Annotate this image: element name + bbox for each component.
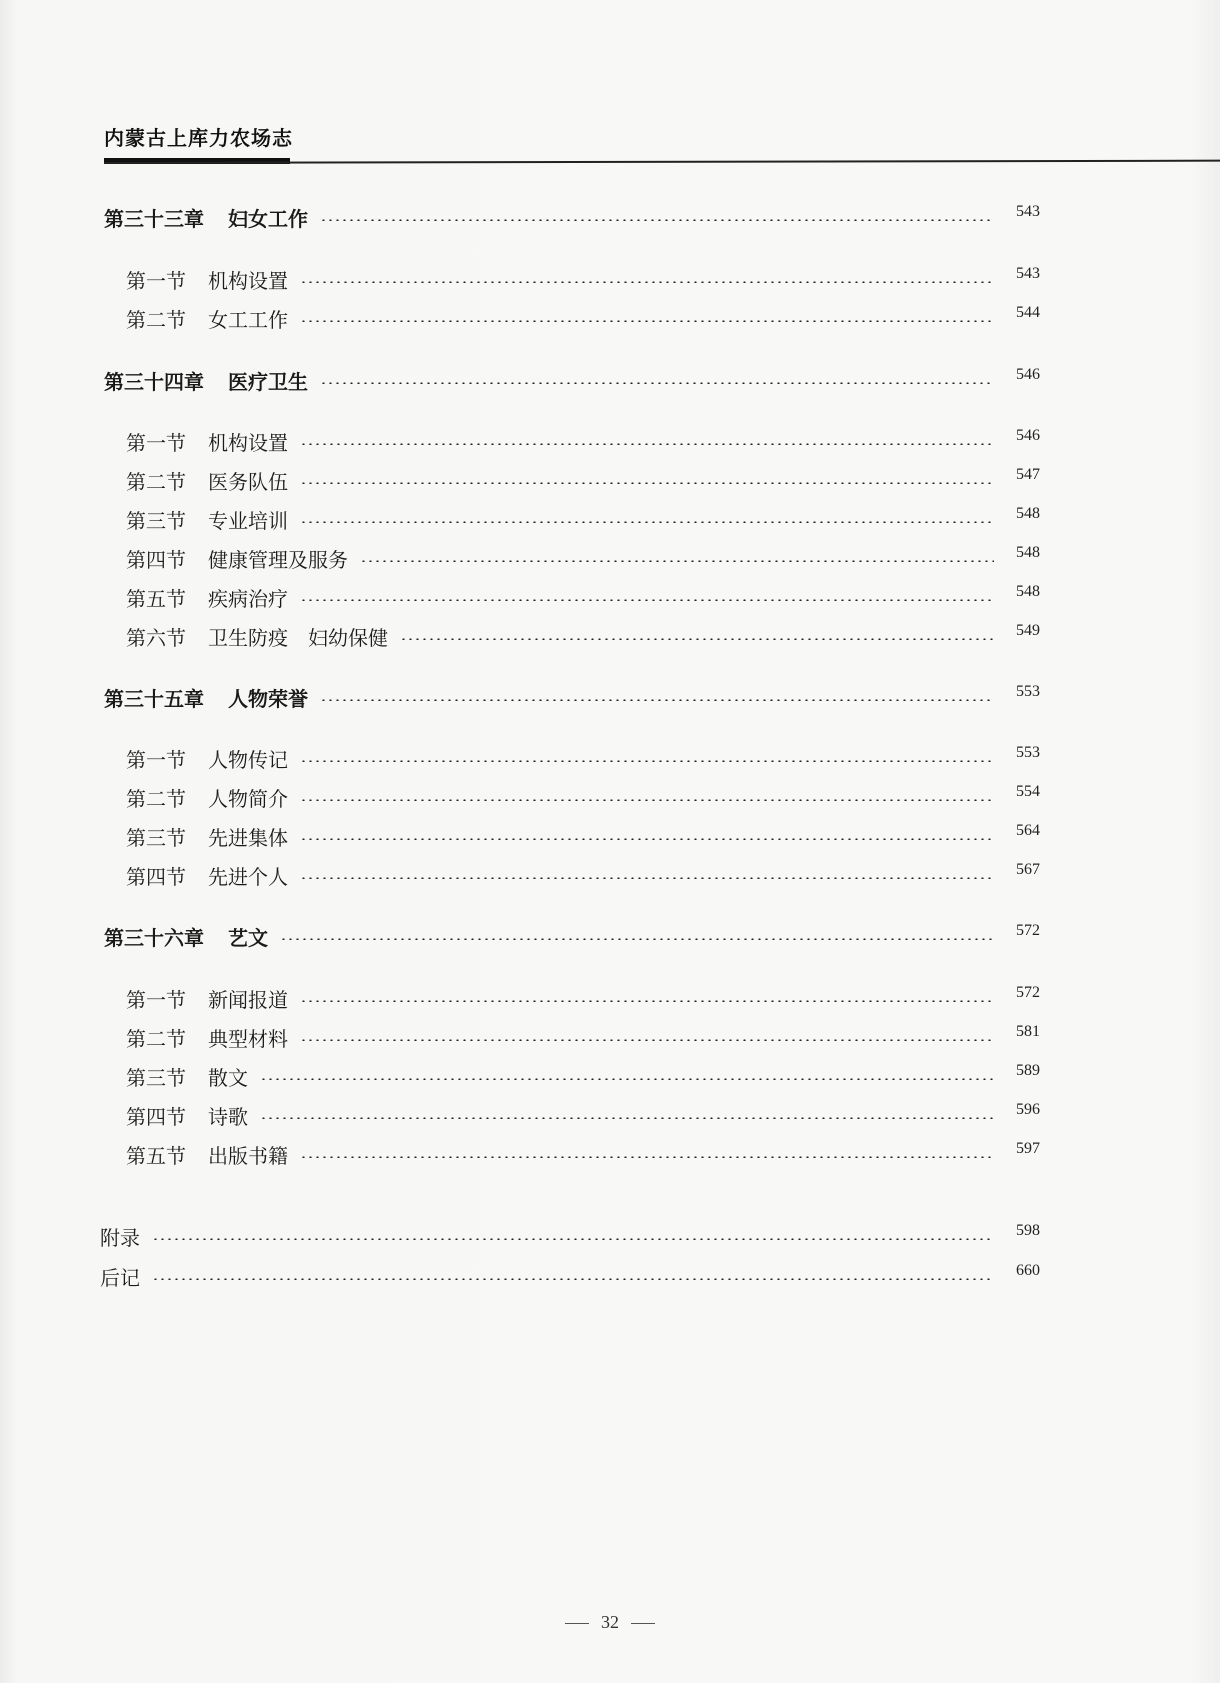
toc-entry-label [104,366,308,395]
dot-leader [152,1238,994,1240]
toc-entry-label [126,265,288,294]
toc-entry-number: 第一节 [126,747,186,772]
toc-entry-number: 第四节 [126,1104,186,1129]
dot-leader [360,560,994,562]
toc-entry-label [126,505,288,534]
toc-page-number: 549 [1016,622,1040,639]
toc-entry-number: 第三节 [126,508,186,533]
toc-section-entry[interactable] [126,1101,1040,1129]
toc-entry-label [126,1023,288,1052]
dot-leader [300,877,994,879]
toc-entry-number: 第三节 [126,1065,186,1090]
toc-entry-label [126,622,388,651]
toc-entry-label [126,544,348,573]
toc-entry-number: 第三十三章 [104,206,204,231]
dot-leader [300,838,994,840]
dot-leader [320,219,994,221]
toc-page-number: 660 [1016,1262,1040,1279]
toc-entry-number: 第六节 [126,625,186,650]
dot-leader [300,1156,994,1158]
toc-appendix-entry[interactable] [100,1262,1040,1290]
toc-page-number: 546 [1016,427,1040,444]
toc-page-number: 546 [1016,366,1040,383]
dot-leader [152,1278,994,1280]
footer-dash-right [631,1623,655,1624]
toc-entry-label [104,683,308,712]
dot-leader [320,699,994,701]
dot-leader [260,1117,994,1119]
toc-entry-number: 第三十四章 [104,369,204,394]
toc-entry-title: 人物传记 [208,747,288,772]
toc-entry-label [100,1262,140,1291]
toc-entry-label [126,1140,288,1169]
toc-chapter-entry[interactable] [104,203,1040,231]
page-number: 32 [601,1612,619,1632]
toc-entry-title: 先进集体 [208,825,288,850]
toc-entry-title: 散文 [208,1065,248,1090]
toc-entry-title: 诗歌 [208,1104,248,1129]
toc-entry-number: 第一节 [126,987,186,1012]
dot-leader [300,443,994,445]
toc-entry-title: 人物简介 [208,786,288,811]
toc-entry-title: 女工工作 [208,307,288,332]
toc-entry-label [126,984,288,1013]
toc-page-number: 564 [1016,822,1040,839]
toc-section-entry[interactable] [126,1062,1040,1090]
dot-leader [300,1039,994,1041]
toc-entry-number: 第五节 [126,1143,186,1168]
toc-entry-label [126,744,288,773]
toc-section-entry[interactable] [126,1023,1040,1051]
page-footer [0,1612,1220,1633]
toc-entry-label [126,466,288,495]
toc-page-number: 597 [1016,1140,1040,1157]
toc-entry-label [126,822,288,851]
toc-section-entry[interactable] [126,822,1040,850]
toc-section-entry[interactable] [126,583,1040,611]
toc-entry-number: 第四节 [126,864,186,889]
toc-page-number: 547 [1016,466,1040,483]
toc-chapter-entry[interactable] [104,683,1040,711]
toc-section-entry[interactable] [126,1140,1040,1168]
toc-entry-number: 第三十六章 [104,925,204,950]
dot-leader [280,938,994,940]
toc-entry-subtitle: 妇幼保健 [308,625,388,650]
toc-entry-title: 医务队伍 [208,469,288,494]
toc-entry-label [104,203,308,232]
toc-chapter-entry[interactable] [104,922,1040,950]
toc-entry-title: 艺文 [228,925,268,950]
toc-section-entry[interactable] [126,505,1040,533]
toc-page-number: 543 [1016,203,1040,220]
dot-leader [300,760,994,762]
toc-entry-title: 妇女工作 [228,206,308,231]
toc-entry-label [100,1222,140,1251]
toc-section-entry[interactable] [126,783,1040,811]
toc-section-entry[interactable] [126,466,1040,494]
dot-leader [300,599,994,601]
toc-page-number: 596 [1016,1101,1040,1118]
toc-page-number: 548 [1016,505,1040,522]
toc-entry-title: 卫生防疫 [208,625,288,650]
toc-section-entry[interactable] [126,427,1040,455]
dot-leader [400,638,994,640]
toc-section-entry[interactable] [126,265,1040,293]
toc-section-entry[interactable] [126,744,1040,772]
toc-page-number: 554 [1016,783,1040,800]
toc-page-number: 553 [1016,744,1040,761]
toc-entry-label [126,304,288,333]
toc-entry-title: 专业培训 [208,508,288,533]
toc-entry-title: 出版书籍 [208,1143,288,1168]
toc-page-number: 567 [1016,861,1040,878]
toc-section-entry[interactable] [126,544,1040,572]
toc-chapter-entry[interactable] [104,366,1040,394]
dot-leader [300,1000,994,1002]
toc-entry-title: 机构设置 [208,268,288,293]
running-header-title: 内蒙古上库力农场志 [104,126,293,150]
toc-entry-number: 第二节 [126,307,186,332]
toc-entry-number: 第五节 [126,586,186,611]
toc-page-number: 572 [1016,984,1040,1001]
toc-section-entry[interactable] [126,984,1040,1012]
dot-leader [300,521,994,523]
toc-entry-label [126,583,288,612]
toc-page-number: 572 [1016,922,1040,939]
toc-entry-title: 机构设置 [208,430,288,455]
toc-page-number: 548 [1016,544,1040,561]
toc-entry-number: 第三十五章 [104,686,204,711]
toc-page-number: 589 [1016,1062,1040,1079]
toc-entry-title: 先进个人 [208,864,288,889]
toc-section-entry[interactable] [126,304,1040,332]
toc-entry-label [126,783,288,812]
toc-entry-label [126,427,288,456]
footer-dash-left [565,1623,589,1624]
toc-entry-number: 第二节 [126,469,186,494]
dot-leader [300,482,994,484]
toc-entry-title: 人物荣誉 [228,686,308,711]
toc-entry-number: 第二节 [126,786,186,811]
toc-page-number: 553 [1016,683,1040,700]
toc-entry-title: 健康管理及服务 [208,547,348,572]
toc-entry-title: 典型材料 [208,1026,288,1051]
toc-entry-title: 疾病治疗 [208,586,288,611]
toc-page-number: 544 [1016,304,1040,321]
toc-entry-number: 第二节 [126,1026,186,1051]
toc-entry-title: 后记 [100,1265,140,1290]
dot-leader [300,799,994,801]
toc-page-number: 581 [1016,1023,1040,1040]
toc-section-entry[interactable] [126,622,1040,650]
toc-entry-label [126,1062,248,1091]
dot-leader [260,1078,994,1080]
toc-page-number: 543 [1016,265,1040,282]
toc-entry-label [126,1101,248,1130]
toc-entry-title: 医疗卫生 [228,369,308,394]
toc-page-number: 548 [1016,583,1040,600]
dot-leader [300,281,994,283]
toc-entry-number: 第三节 [126,825,186,850]
toc-section-entry[interactable] [126,861,1040,889]
dot-leader [320,382,994,384]
toc-entry-number: 第一节 [126,430,186,455]
dot-leader [300,320,994,322]
toc-entry-label [126,861,288,890]
toc-entry-number: 第一节 [126,268,186,293]
toc-entry-title: 附录 [100,1225,140,1250]
toc-appendix-entry[interactable] [100,1222,1040,1250]
toc-page-number: 598 [1016,1222,1040,1239]
toc-entry-number: 第四节 [126,547,186,572]
toc-entry-label [104,922,268,951]
toc-entry-title: 新闻报道 [208,987,288,1012]
